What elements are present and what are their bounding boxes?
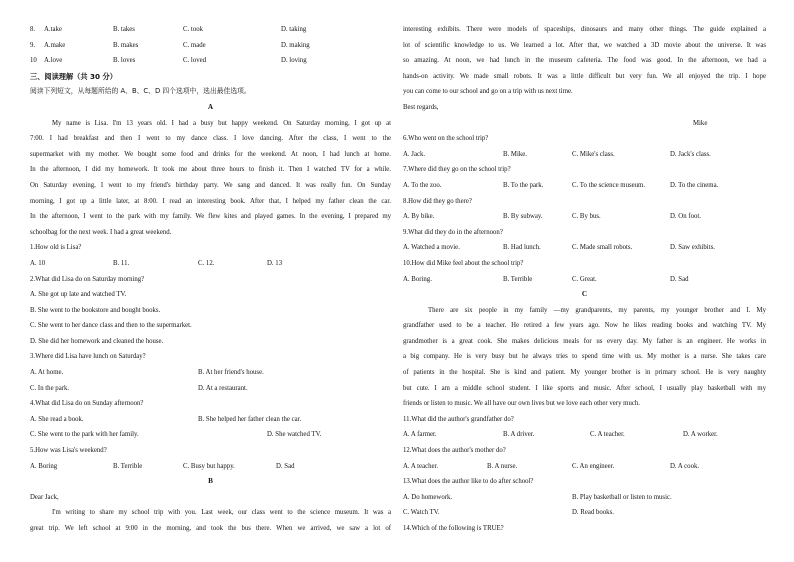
option-b: B. loves (113, 57, 136, 65)
passage-a-line: 7:00. I had breakfast and then I went to my dance class. I love dancing. After the class, I went to the (30, 135, 391, 143)
option-c: C. Made small robots. (572, 244, 633, 252)
question-stem: 12.What does the author's mother do? (403, 447, 506, 455)
option-c: C. took (183, 26, 204, 33)
option-a: A. Watched a movie. (403, 244, 460, 252)
option-b: B. She went to the bookstore and bought books. (30, 306, 161, 314)
option-a: A. 10 (30, 259, 46, 267)
option-b: B. makes (113, 41, 139, 49)
passage-a-line: On Saturday evening, I went to my friend's birthday party. We sang and danced. It was really fun. On Sunday (30, 181, 391, 189)
option-d: D. Saw exhibits. (670, 244, 715, 252)
passage-a-line: schoolbag for the next week. I had a great weekend. (30, 228, 172, 236)
option-a: A. To the zoo. (403, 181, 442, 189)
option-d: D. Sad (670, 275, 689, 283)
passage-c-line: friends or listen to music. We all have our own lives but we love each other very much. (403, 400, 640, 408)
option-d: D. A cook. (670, 462, 700, 470)
option-a: A. Jack. (403, 150, 426, 158)
option-c: C. She went to her dance class and then to the supermarket. (30, 322, 192, 330)
question-number: 10 (30, 57, 37, 65)
option-a: A. A farmer. (403, 431, 437, 439)
option-c: C. A teacher. (590, 431, 625, 439)
question-stem: 5.How was Lisa's weekend? (30, 447, 107, 455)
option-row (403, 272, 766, 288)
option-c: C. To the science museum. (572, 181, 646, 189)
passage-a-line: In the afternoon, I did my homework. It took me about three hours to finish it. Then I watched TV for a while. (30, 166, 391, 174)
passage-b-line: you can come to our school and go on a trip with us next time. (403, 88, 573, 96)
passage-a-line: My name is Lisa. I'm 13 years old. I had a busy but happy weekend. On Saturday morning, I got up at (52, 119, 391, 127)
cloze-row-9 (30, 38, 391, 54)
passage-b-line: I'm writing to share my school trip with you. Last week, our class went to the science museum. It was a (52, 509, 391, 517)
option-row (403, 427, 766, 443)
option-b: B. Had lunch. (503, 244, 541, 252)
passage-a-line: In the afternoon, I went to the park with my family. We flew kites and played games. In the evening, I prepared my (30, 213, 391, 221)
option-d: D. A worker. (683, 431, 718, 439)
option-d: D. loving (281, 57, 307, 65)
option-row (30, 412, 391, 428)
option-b: B. Terrible (503, 275, 533, 283)
option-b: B. She helped her father clean the car. (198, 415, 302, 423)
section-heading: 三、阅读理解（共 30 分） (30, 71, 117, 81)
option-c: C. By bus. (572, 213, 601, 221)
option-a: A. A teacher. (403, 462, 439, 470)
option-d: D. 13 (267, 259, 283, 267)
passage-c-line: a big company. He is very busy but he always tries to spend time with us. My mother is a nurse. She takes care (403, 353, 766, 361)
question-stem: 3.Where did Lisa have lunch on Saturday? (30, 353, 146, 361)
option-row (30, 256, 391, 272)
option-c: C. Great. (572, 275, 597, 283)
option-row (403, 209, 766, 225)
option-b: B. To the park. (503, 181, 544, 189)
question-number: 8. (30, 26, 36, 33)
passage-c-line: but cute. I am a middle school student. I like sports and music. After school, I usually play basketball with my (403, 384, 766, 392)
option-b: B. 11. (113, 259, 130, 267)
option-b: B. Mike. (503, 150, 527, 158)
option-d: D. To the cinema. (670, 181, 719, 189)
option-c: C. An engineer. (572, 462, 615, 470)
passage-b-line: hands-on activity. We made small robots. It was a little difficult but very fun. We all enjoyed the trip. I hope (403, 72, 766, 80)
question-stem: 10.How did Mike feel about the school trip? (403, 259, 524, 267)
option-c: C. Mike's class. (572, 150, 615, 158)
question-stem: 8.How did they go there? (403, 197, 472, 205)
passage-a-label: A (207, 102, 214, 111)
option-row (30, 381, 391, 397)
passage-c-line: grandmother is a great cook. She makes delicious meals for us every day. My father is an engineer. He works in (403, 337, 766, 345)
option-a: A. Do homework. (403, 493, 453, 501)
option-b: B. By subway. (503, 213, 543, 221)
passage-b-line: so amazing. At noon, we had lunch in the museum cafeteria. The food was good. In the afternoon, we had a (403, 57, 766, 65)
option-row (403, 240, 766, 256)
option-d: D. taking (281, 26, 307, 33)
letter-salutation: Dear Jack, (30, 493, 59, 501)
passage-b-line: great trip. We left school at 9:00 in the morning, and took the bus there. When we arrived, we saw a lot of (30, 525, 391, 532)
option-b: B. At her friend's house. (198, 369, 264, 377)
option-c: C. In the park. (30, 384, 70, 392)
option-row (403, 490, 766, 506)
option-b: B. takes (113, 26, 135, 33)
option-a: A. Boring. (403, 275, 432, 283)
option-c: C. Busy but happy. (183, 462, 235, 470)
right-column (403, 22, 766, 537)
passage-a-line: morning, I got up a little later, at 8:00. I read an interesting book. After that, I helped my father clean the car. (30, 197, 391, 205)
option-d: D. She did her homework and cleaned the house. (30, 337, 164, 345)
left-column (30, 22, 391, 537)
question-stem: 7.Where did they go on the school trip? (403, 166, 511, 174)
letter-closing: Best regards, (403, 103, 439, 111)
option-d: D. She watched TV. (267, 431, 322, 439)
question-number: 9. (30, 41, 36, 49)
cloze-row-10 (30, 53, 391, 69)
section-instructions: 阅读下列短文，从每题所给的 A、B、C、D 四个选项中，选出最佳选项。 (30, 87, 251, 96)
question-stem: 13.What does the author like to do after school? (403, 478, 534, 486)
option-row (403, 459, 766, 475)
cloze-row-8 (30, 22, 391, 38)
question-stem: 6.Who went on the school trip? (403, 135, 489, 143)
passage-c-line: grandfather used to be a teacher. He retired a few years ago. Now he likes reading books and watching TV. My (403, 322, 766, 330)
option-d: D. making (281, 41, 310, 49)
passage-b-line: interesting exhibits. There were models of spaceships, dinosaurs and many other things. The guide explained a (403, 26, 766, 33)
letter-signature: Mike (693, 119, 708, 127)
question-stem: 2.What did Lisa do on Saturday morning? (30, 275, 145, 283)
option-row (30, 427, 391, 443)
question-stem: 11.What did the author's grandfather do? (403, 415, 514, 423)
option-c: C. loved (183, 57, 207, 65)
passage-c-line: There are six people in my family —my grandparents, my parents, my younger brother and I. My (428, 306, 766, 314)
option-a: A.take (44, 26, 62, 33)
option-a: A.love (44, 57, 63, 65)
passage-b-label: B (208, 477, 213, 486)
option-c: C. made (183, 41, 206, 49)
option-row (30, 459, 391, 475)
option-row (30, 365, 391, 381)
passage-c-line: of patients in the hospital. She is kind and patient. My younger brother is in primary school. He is very naughty (403, 369, 766, 377)
option-row (403, 505, 766, 521)
option-b: B. Play basketball or listen to music. (572, 493, 672, 501)
option-b: B. A driver. (503, 431, 535, 439)
option-b: B. A nurse. (487, 462, 518, 470)
option-c: C. Watch TV. (403, 509, 440, 517)
question-stem: 9.What did they do in the afternoon? (403, 228, 503, 236)
option-a: A. Boring (30, 462, 58, 470)
option-c: C. 12. (198, 259, 215, 267)
option-a: A. She read a book. (30, 415, 84, 423)
option-d: D. Jack's class. (670, 150, 711, 158)
option-c: C. She went to the park with her family. (30, 431, 139, 439)
option-a: A. She got up late and watched TV. (30, 291, 127, 299)
question-stem: 14.Which of the following is TRUE? (403, 525, 504, 532)
question-stem: 4.What did Lisa do on Sunday afternoon? (30, 400, 144, 408)
option-d: D. Read books. (572, 509, 614, 517)
option-d: D. At a restaurant. (198, 384, 248, 392)
option-a: A.make (44, 41, 66, 49)
option-row (403, 147, 766, 163)
option-d: D. Sad (276, 462, 295, 470)
option-b: B. Terrible (113, 462, 143, 470)
option-a: A. At home. (30, 369, 64, 377)
option-a: A. By bike. (403, 213, 435, 221)
passage-a-line: supermarket with my mother. We bought some food and drinks for the weekend. At noon, I had lunch at home. (30, 150, 391, 158)
question-stem: 1.How old is Lisa? (30, 244, 82, 252)
option-row (403, 178, 766, 194)
passage-c-label: C (581, 290, 588, 299)
passage-b-line: lot of scientific knowledge to us. We learned a lot. After that, we watched a 3D movie about the universe. It was (403, 41, 766, 49)
option-d: D. On foot. (670, 213, 701, 221)
